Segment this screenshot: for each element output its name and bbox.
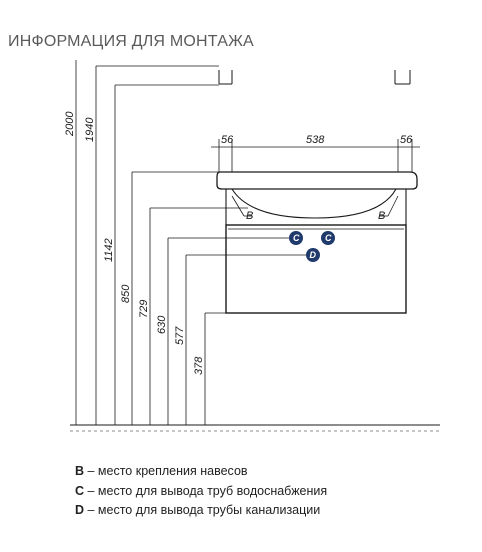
dim-height-850: 850 <box>120 284 132 303</box>
c-marker-left-badge <box>289 231 303 245</box>
legend-item-c <box>75 482 327 502</box>
dim-top-middle: 538 <box>306 134 325 146</box>
legend-item-d <box>75 501 327 521</box>
dim-height-577: 577 <box>174 326 186 345</box>
b-marker-left: B <box>246 210 254 222</box>
dim-height-378: 378 <box>193 356 205 375</box>
dim-top-left: 56 <box>221 134 234 146</box>
d-marker: D <box>309 250 316 260</box>
dim-height-729: 729 <box>138 299 150 318</box>
d-marker-badge <box>306 248 320 262</box>
dim-height-630: 630 <box>156 315 168 334</box>
dim-height-1142: 1142 <box>103 238 115 262</box>
legend-text-b: – место крепления навесов <box>84 464 248 478</box>
mirror-cabinet-outline <box>219 70 410 84</box>
b-marker-right: B <box>378 210 386 222</box>
dim-height-1940: 1940 <box>84 117 96 142</box>
legend-item-b <box>75 462 327 482</box>
legend-text-d: – место для вывода трубы канализации <box>84 503 321 517</box>
c-marker-right-badge <box>321 231 335 245</box>
page-title: ИНФОРМАЦИЯ ДЛЯ МОНТАЖА <box>8 33 254 50</box>
b-marker-leaders <box>232 196 398 216</box>
legend-key-b: B <box>75 464 85 478</box>
legend-key-c: C <box>75 483 85 498</box>
dim-top-right: 56 <box>400 134 413 146</box>
dim-height-2000: 2000 <box>64 111 76 136</box>
legend-text-c: – место для вывода труб водоснабжения <box>84 483 328 498</box>
legend-key-d: D <box>75 503 85 517</box>
legend <box>75 462 327 521</box>
c-marker-left: C <box>293 233 300 243</box>
c-marker-right: C <box>325 233 332 243</box>
